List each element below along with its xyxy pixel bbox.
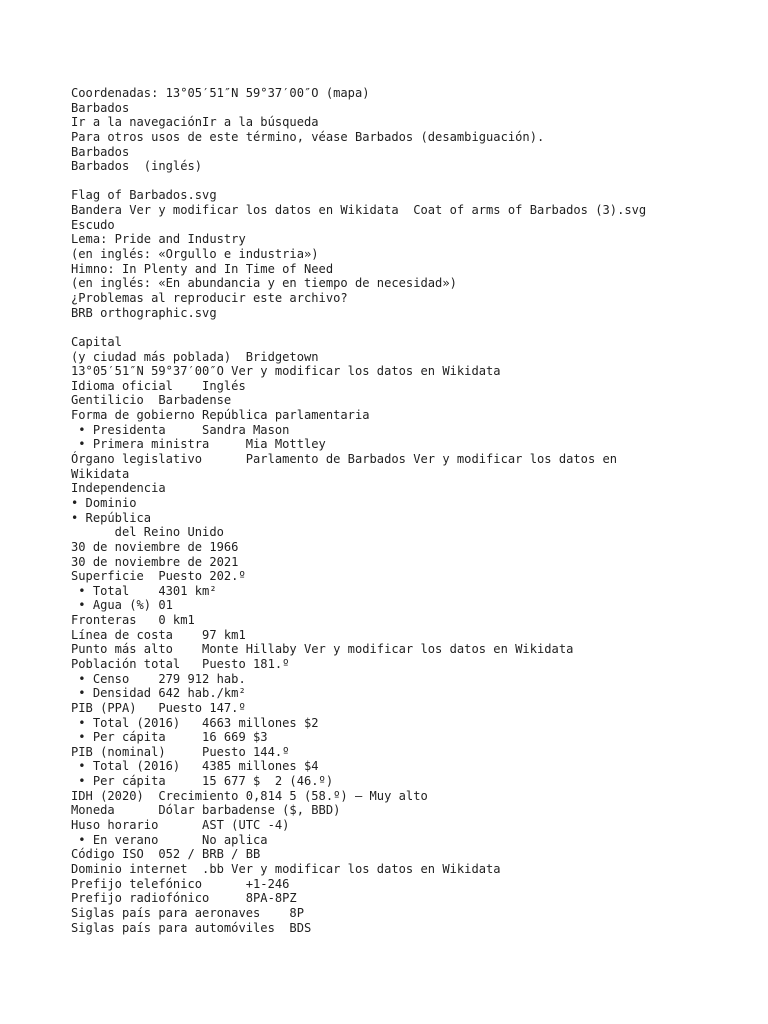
iso-code-row: Código ISO 052 / BRB / BB (71, 847, 261, 862)
blank-line (71, 174, 691, 189)
density-row: • Densidad 642 hab./km² (71, 686, 246, 701)
legislature-row-continued: Wikidata (71, 466, 130, 481)
gdp-nominal-per-capita-row: • Per cápita 15 677 $ 2 (46.º) (71, 774, 334, 789)
independence-date-dominion: 30 de noviembre de 1966 (71, 539, 239, 554)
motto-translation: (en inglés: «Orgullo e industria») (71, 247, 319, 262)
population-row: Población total Puesto 181.º (71, 656, 290, 671)
audio-help-line: ¿Problemas al reproducir este archivo? (71, 290, 348, 305)
capital-row: (y ciudad más poblada) Bridgetown (71, 349, 319, 364)
area-row: Superficie Puesto 202.º (71, 569, 246, 584)
independence-date-republic: 30 de noviembre de 2021 (71, 554, 239, 569)
timezone-row: Huso horario AST (UTC -4) (71, 818, 290, 833)
anthem-translation: (en inglés: «En abundancia y en tiempo de necesidad») (71, 276, 457, 291)
summer-time-row: • En verano No aplica (71, 832, 268, 847)
official-language-row: Idioma oficial Inglés (71, 378, 246, 393)
coat-of-arms-caption: Escudo (71, 217, 115, 232)
area-water-row: • Agua (%) 01 (71, 598, 173, 613)
president-row: • Presidenta Sandra Mason (71, 422, 290, 437)
independence-dominion: • Dominio (71, 495, 137, 510)
flag-image-name: Flag of Barbados.svg (71, 188, 217, 203)
gdp-ppp-total-row: • Total (2016) 4663 millones $2 (71, 715, 319, 730)
map-image-name: BRB orthographic.svg (71, 305, 217, 320)
prime-minister-row: • Primera ministra Mia Mottley (71, 437, 326, 452)
area-total-row: • Total 4301 km² (71, 583, 217, 598)
blank-line (71, 320, 691, 335)
anthem-line: Himno: In Plenty and In Time of Need (71, 261, 334, 276)
skip-links-line: Ir a la navegaciónIr a la búsqueda (71, 115, 319, 130)
phone-prefix-row: Prefijo telefónico +1-246 (71, 876, 290, 891)
currency-row: Moneda Dólar barbadense ($, BBD) (71, 803, 341, 818)
independence-republic: • República (71, 510, 152, 525)
coastline-row: Línea de costa 97 km1 (71, 627, 246, 642)
infobox-native-name: Barbados (inglés) (71, 159, 203, 174)
motto-line: Lema: Pride and Industry (71, 232, 246, 247)
document-body (71, 86, 691, 935)
independence-from: del Reino Unido (71, 525, 224, 540)
gdp-ppp-row: PIB (PPA) Puesto 147.º (71, 700, 246, 715)
demonym-row: Gentilicio Barbadense (71, 393, 232, 408)
hdi-row: IDH (2020) Crecimiento 0,814 5 (58.º) – Muy alto (71, 788, 428, 803)
legislature-row: Órgano legislativo Parlamento de Barbados Ver y modificar los datos en (71, 452, 618, 467)
disambiguation-note: Para otros usos de este término, véase Barbados (desambiguación). (71, 129, 545, 144)
government-form-row: Forma de gobierno República parlamentaria (71, 408, 370, 423)
gdp-ppp-per-capita-row: • Per cápita 16 669 $3 (71, 730, 268, 745)
article-title: Barbados (71, 100, 130, 115)
independence-label: Independencia (71, 481, 166, 496)
infobox-name: Barbados (71, 144, 130, 159)
vehicle-code-row: Siglas país para automóviles BDS (71, 920, 312, 935)
census-row: • Censo 279 912 hab. (71, 671, 246, 686)
gdp-nominal-total-row: • Total (2016) 4385 millones $4 (71, 759, 319, 774)
capital-coordinates-row: 13°05′51″N 59°37′00″O Ver y modificar los datos en Wikidata (71, 364, 501, 379)
internet-domain-row: Dominio internet .bb Ver y modificar los datos en Wikidata (71, 861, 501, 876)
highest-point-row: Punto más alto Monte Hillaby Ver y modificar los datos en Wikidata (71, 642, 574, 657)
coordinates-line: Coordenadas: 13°05′51″N 59°37′00″O (mapa) (71, 86, 370, 100)
borders-row: Fronteras 0 km1 (71, 613, 195, 628)
capital-label: Capital (71, 334, 122, 349)
flag-and-coat-of-arms-line: Bandera Ver y modificar los datos en Wikidata Coat of arms of Barbados (3).svg (71, 203, 647, 218)
aircraft-code-row: Siglas país para aeronaves 8P (71, 905, 304, 920)
radio-prefix-row: Prefijo radiofónico 8PA-8PZ (71, 891, 297, 906)
gdp-nominal-row: PIB (nominal) Puesto 144.º (71, 744, 290, 759)
